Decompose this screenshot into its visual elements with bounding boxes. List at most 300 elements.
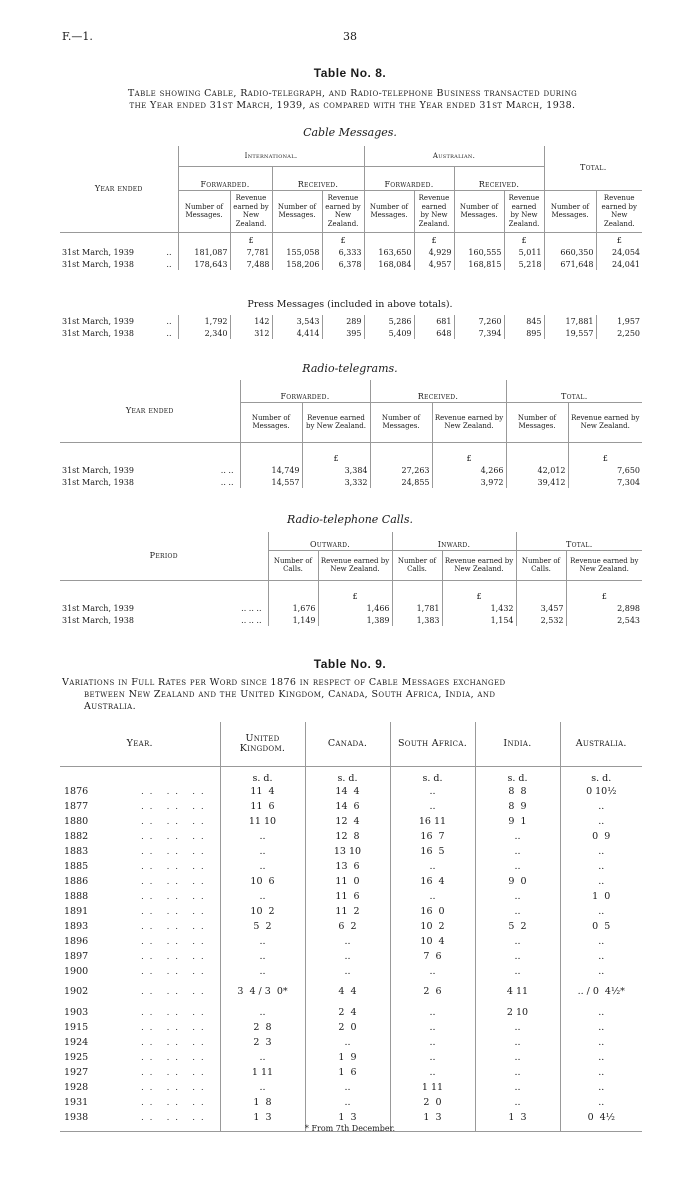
rate-cell: .. (560, 934, 642, 949)
canada-header: Canada. (305, 722, 390, 766)
row-leader-dots: .. .. .. (141, 1052, 210, 1062)
pound-sign: £ (318, 580, 392, 602)
rate-row (60, 1065, 642, 1080)
year-text: 1883 (64, 845, 89, 857)
row-leader-dots: .. .. .. (141, 801, 210, 811)
rate-cell: 5 2 (475, 919, 560, 934)
data-cell: 155,058 (272, 246, 322, 258)
data-cell: 2,543 (566, 614, 642, 626)
units-label: s. d. (305, 766, 390, 784)
table9-caption-line2: between New Zealand and the United Kingdom, Canada, South Africa, India, and (84, 689, 496, 700)
rate-row (60, 859, 642, 874)
table9-caption-line1: Variations in Full Rates per Word since 1876 in respect of Cable Messages exchanged (62, 677, 506, 688)
rate-cell: .. (390, 1065, 475, 1080)
rate-cell: .. (560, 949, 642, 964)
year-text: 1903 (64, 1006, 89, 1018)
data-cell: 4,266 (432, 464, 506, 476)
rate-cell: 14 6 (305, 799, 390, 814)
rate-cell: 7 6 (390, 949, 475, 964)
international-header: International. (178, 146, 364, 166)
rate-cell: .. (475, 829, 560, 844)
row-label (60, 315, 178, 327)
data-cell: 1,676 (268, 602, 318, 614)
data-cell: 7,650 (568, 464, 642, 476)
rate-row (60, 904, 642, 919)
data-cell: 1,792 (178, 315, 230, 327)
year-text: 1882 (64, 830, 89, 842)
australia-header: Australia. (560, 722, 642, 766)
table-row (60, 327, 642, 339)
row-leader-dots: .. (166, 329, 172, 338)
rate-cell: .. (305, 1035, 390, 1050)
rate-cell: .. (475, 949, 560, 964)
data-cell: 3,457 (516, 602, 566, 614)
india-header: India. (475, 722, 560, 766)
year-text: 1876 (64, 785, 89, 797)
rate-row (60, 949, 642, 964)
row-leader-dots: .. .. (220, 478, 234, 487)
data-cell: 1,432 (442, 602, 516, 614)
row-leader-dots: .. .. .. (141, 936, 210, 946)
rate-cell: .. (220, 964, 305, 979)
row-leader-dots: .. (166, 317, 172, 326)
col-num-msgs: Number of Messages. (544, 190, 596, 232)
pound-sign: £ (230, 232, 272, 246)
pound-sign: £ (568, 442, 642, 464)
col-rev: Revenue earned by New Zealand. (302, 402, 370, 442)
rate-cell: .. (475, 859, 560, 874)
data-cell: 289 (322, 315, 364, 327)
radio-rows (60, 464, 642, 488)
rate-cell: .. (560, 1035, 642, 1050)
rate-row (60, 814, 642, 829)
row-leader-dots: .. (166, 248, 172, 257)
cable-rows (60, 246, 642, 270)
rate-cell: 10 2 (390, 919, 475, 934)
press-table (60, 315, 642, 339)
rate-row (60, 829, 642, 844)
year-cell (60, 874, 220, 889)
outward-header: Outward. (268, 532, 392, 550)
rates-table (60, 722, 642, 1132)
row-leader-dots: .. .. .. (141, 921, 210, 931)
data-cell: 3,384 (302, 464, 370, 476)
year-cell (60, 979, 220, 1005)
inward-header: Inward. (392, 532, 516, 550)
rate-cell: 12 4 (305, 814, 390, 829)
rate-cell: 0 4½ (560, 1110, 642, 1125)
data-cell: 142 (230, 315, 272, 327)
year-text: 1931 (64, 1096, 89, 1108)
year-ended-header: Year ended (94, 183, 143, 193)
rate-cell: .. (475, 1095, 560, 1110)
table-row (60, 476, 642, 488)
col-num-calls: Number of Calls. (392, 550, 442, 580)
data-cell: 660,350 (544, 246, 596, 258)
rate-cell: 2 0 (390, 1095, 475, 1110)
year-cell (60, 949, 220, 964)
rate-cell: .. (475, 1050, 560, 1065)
row-leader-dots: .. .. .. (141, 1007, 210, 1017)
data-cell: 24,054 (596, 246, 642, 258)
data-cell: 4,929 (414, 246, 454, 258)
phone-rows (60, 602, 642, 626)
rate-cell: 11 2 (305, 904, 390, 919)
rate-cell: .. (475, 964, 560, 979)
year-text: 1893 (64, 920, 89, 932)
data-cell: 168,084 (364, 258, 414, 270)
year-cell (60, 904, 220, 919)
row-leader-dots: .. .. .. (141, 906, 210, 916)
table8-caption-line1: Table showing Cable, Radio-telegraph, and Radio-telephone Business transacted during (127, 88, 578, 99)
year-cell (60, 1110, 220, 1125)
year-text: 1880 (64, 815, 89, 827)
data-cell: 5,409 (364, 327, 414, 339)
pound-sign: £ (414, 232, 454, 246)
year-text: 1888 (64, 890, 89, 902)
row-leader-dots: .. .. .. (141, 1082, 210, 1092)
data-cell: 39,412 (506, 476, 568, 488)
data-cell: 160,555 (454, 246, 504, 258)
rate-row (60, 1050, 642, 1065)
col-rev: Revenue earned by New Zealand. (568, 402, 642, 442)
row-leader-dots: .. .. (220, 466, 234, 475)
rate-cell: .. (305, 934, 390, 949)
year-text: 1938 (64, 1111, 89, 1123)
rate-cell: 16 11 (390, 814, 475, 829)
rate-cell: .. (220, 1080, 305, 1095)
phone-total-header: Total. (516, 532, 642, 550)
row-leader-dots: .. .. .. (141, 891, 210, 901)
data-cell: 6,378 (322, 258, 364, 270)
data-cell: 5,286 (364, 315, 414, 327)
row-label (60, 476, 240, 488)
pound-sign: £ (566, 580, 642, 602)
data-cell: 648 (414, 327, 454, 339)
rate-cell: .. (305, 949, 390, 964)
press-rows (60, 315, 642, 339)
data-cell: 3,543 (272, 315, 322, 327)
row-leader-dots: .. .. .. (141, 1097, 210, 1107)
data-cell: 681 (414, 315, 454, 327)
row-label-text: 31st March, 1939 (62, 466, 134, 475)
rate-row (60, 964, 642, 979)
table-row (60, 246, 642, 258)
rate-cell: .. (220, 889, 305, 904)
col-rev: Revenue earned by New Zealand. (442, 550, 516, 580)
intl-received-header: Received. (272, 166, 364, 190)
year-cell (60, 1050, 220, 1065)
rate-cell: .. (390, 784, 475, 799)
row-leader-dots: .. .. .. (141, 786, 210, 796)
rate-cell: .. (560, 874, 642, 889)
rate-row (60, 1110, 642, 1125)
year-text: 1900 (64, 965, 89, 977)
col-rev: Revenue earned by New Zealand. (230, 190, 272, 232)
row-leader-dots: .. .. .. (241, 616, 262, 625)
row-leader-dots: .. (166, 260, 172, 269)
rate-cell: 2 8 (220, 1020, 305, 1035)
table-row (60, 258, 642, 270)
year-text: 1925 (64, 1051, 89, 1063)
col-num: Number of Messages. (240, 402, 302, 442)
data-cell: 671,648 (544, 258, 596, 270)
radio-year-ended-header: Year ended (125, 405, 174, 415)
year-text: 1915 (64, 1021, 89, 1033)
data-cell: 14,749 (240, 464, 302, 476)
pound-sign: £ (596, 232, 642, 246)
rate-cell: 9 1 (475, 814, 560, 829)
rate-cell: 16 4 (390, 874, 475, 889)
south-africa-header: South Africa. (390, 722, 475, 766)
col-num-msgs: Number of Messages. (364, 190, 414, 232)
row-label-text: 31st March, 1938 (62, 260, 134, 269)
rate-cell: 1 0 (560, 889, 642, 904)
rate-cell: .. (560, 964, 642, 979)
data-cell: 178,643 (178, 258, 230, 270)
rate-cell: 11 6 (220, 799, 305, 814)
row-leader-dots: .. .. .. (141, 951, 210, 961)
units-label: s. d. (560, 766, 642, 784)
year-text: 1886 (64, 875, 89, 887)
row-label (60, 464, 240, 476)
intl-forwarded-header: Forwarded. (178, 166, 272, 190)
rate-cell: .. (560, 904, 642, 919)
year-cell (60, 889, 220, 904)
year-text: 1902 (64, 986, 89, 997)
rate-cell: 1 11 (220, 1065, 305, 1080)
rate-cell: .. (390, 964, 475, 979)
rate-cell: .. (560, 1050, 642, 1065)
press-messages-title: Press Messages (included in above totals). (247, 299, 453, 310)
rate-row (60, 799, 642, 814)
rate-cell: .. (475, 844, 560, 859)
rate-cell: 1 11 (390, 1080, 475, 1095)
year-cell (60, 1095, 220, 1110)
data-cell: 1,957 (596, 315, 642, 327)
data-cell: 395 (322, 327, 364, 339)
rate-cell: 10 6 (220, 874, 305, 889)
year-cell (60, 844, 220, 859)
rate-cell: .. (305, 1095, 390, 1110)
rate-cell: .. (475, 1035, 560, 1050)
rate-cell: 10 4 (390, 934, 475, 949)
data-cell: 27,263 (370, 464, 432, 476)
data-cell: 7,260 (454, 315, 504, 327)
rate-cell: .. (560, 1005, 642, 1020)
rate-cell: .. (560, 1080, 642, 1095)
rate-cell: 2 10 (475, 1005, 560, 1020)
rate-row (60, 874, 642, 889)
rate-cell: .. (475, 904, 560, 919)
data-cell: 7,488 (230, 258, 272, 270)
year-cell (60, 1005, 220, 1020)
phone-subtitle: Radio-telephone Calls. (287, 513, 413, 526)
rate-cell: .. (560, 814, 642, 829)
rate-cell: 1 6 (305, 1065, 390, 1080)
row-label-text: 31st March, 1938 (62, 478, 134, 487)
row-leader-dots: .. .. .. (141, 1112, 210, 1122)
data-cell: 7,781 (230, 246, 272, 258)
year-cell (60, 1080, 220, 1095)
rate-cell: 1 3 (305, 1110, 390, 1125)
rate-cell: .. (390, 1005, 475, 1020)
col-rev: Revenue earned by New Zealand. (414, 190, 454, 232)
rate-cell: .. (390, 1020, 475, 1035)
year-cell (60, 859, 220, 874)
data-cell: 1,383 (392, 614, 442, 626)
row-leader-dots: .. .. .. (141, 1037, 210, 1047)
row-leader-dots: .. .. .. (141, 987, 210, 996)
year-text: 1924 (64, 1036, 89, 1048)
year-cell (60, 919, 220, 934)
col-num-msgs: Number of Messages. (178, 190, 230, 232)
rate-cell: 13 6 (305, 859, 390, 874)
data-cell: 168,815 (454, 258, 504, 270)
data-cell: 19,557 (544, 327, 596, 339)
data-cell: 4,957 (414, 258, 454, 270)
year-cell (60, 814, 220, 829)
rate-row (60, 1005, 642, 1020)
row-leader-dots: .. .. .. (141, 876, 210, 886)
rate-cell: .. (475, 1020, 560, 1035)
rate-cell: .. (560, 1020, 642, 1035)
data-cell: 2,898 (566, 602, 642, 614)
row-label-text: 31st March, 1939 (62, 317, 134, 326)
rate-row (60, 784, 642, 799)
data-cell: 6,333 (322, 246, 364, 258)
col-rev: Revenue earned by New Zealand. (318, 550, 392, 580)
table8-title: Table No. 8. (313, 66, 387, 80)
rate-cell: .. (220, 934, 305, 949)
col-rev: Revenue earned by New Zealand. (504, 190, 544, 232)
data-cell: 5,218 (504, 258, 544, 270)
rate-cell: 14 4 (305, 784, 390, 799)
rates-rows (60, 784, 642, 1125)
data-cell: 17,881 (544, 315, 596, 327)
rate-cell: .. (475, 889, 560, 904)
row-label-text: 31st March, 1938 (62, 329, 134, 338)
footnote: * From 7th December. (304, 1124, 396, 1133)
rate-cell: .. (560, 1095, 642, 1110)
table9-caption-line3: Australia. (84, 701, 137, 712)
page-header (62, 30, 638, 46)
row-label (60, 246, 178, 258)
rate-cell: .. (390, 799, 475, 814)
rate-cell: .. (220, 829, 305, 844)
data-cell: 42,012 (506, 464, 568, 476)
row-label (60, 614, 268, 626)
rate-cell: .. (560, 799, 642, 814)
rate-cell: 4 4 (305, 979, 390, 1005)
radio-subtitle: Radio-telegrams. (302, 362, 398, 375)
uk-header: United Kingdom. (220, 722, 305, 766)
table9-caption (62, 677, 645, 713)
rate-cell: 13 10 (305, 844, 390, 859)
rate-cell: .. (390, 1050, 475, 1065)
rate-cell: .. (390, 1035, 475, 1050)
year-cell (60, 799, 220, 814)
pound-sign: £ (504, 232, 544, 246)
units-label: s. d. (475, 766, 560, 784)
year-cell (60, 1065, 220, 1080)
rate-cell: .. (220, 1005, 305, 1020)
page-number: 38 (343, 30, 357, 43)
data-cell: 4,414 (272, 327, 322, 339)
rate-cell: .. (560, 859, 642, 874)
australian-header: Australian. (364, 146, 544, 166)
aus-received-header: Received. (454, 166, 544, 190)
rate-cell: 4 11 (475, 979, 560, 1005)
rate-cell: 2 4 (305, 1005, 390, 1020)
table9-title: Table No. 9. (313, 657, 387, 671)
rate-cell: 11 6 (305, 889, 390, 904)
data-cell: 7,304 (568, 476, 642, 488)
year-header: Year. (60, 722, 220, 766)
table-row (60, 464, 642, 476)
data-cell: 158,206 (272, 258, 322, 270)
data-cell: 181,087 (178, 246, 230, 258)
year-cell (60, 1020, 220, 1035)
units-label: s. d. (390, 766, 475, 784)
row-label (60, 327, 178, 339)
data-cell: 5,011 (504, 246, 544, 258)
rate-cell: .. (390, 889, 475, 904)
data-cell: 1,466 (318, 602, 392, 614)
row-leader-dots: .. .. .. (141, 861, 210, 871)
radio-received-header: Received. (370, 380, 506, 402)
row-label-text: 31st March, 1939 (62, 248, 134, 257)
col-num-msgs: Number of Messages. (272, 190, 322, 232)
rate-cell: .. (305, 1080, 390, 1095)
table-row (60, 315, 642, 327)
rate-cell: 1 9 (305, 1050, 390, 1065)
data-cell: 3,332 (302, 476, 370, 488)
data-cell: 24,041 (596, 258, 642, 270)
rate-row (60, 844, 642, 859)
rate-cell: 0 5 (560, 919, 642, 934)
rate-cell: .. (220, 1050, 305, 1065)
data-cell: 1,389 (318, 614, 392, 626)
rate-cell: 1 3 (475, 1110, 560, 1125)
row-leader-dots: .. .. .. (141, 831, 210, 841)
col-rev: Revenue earned by New Zealand. (566, 550, 642, 580)
col-num-calls: Number of Calls. (516, 550, 566, 580)
row-leader-dots: .. .. .. (141, 1022, 210, 1032)
rate-cell: .. (220, 844, 305, 859)
rate-row (60, 1095, 642, 1110)
data-cell: 312 (230, 327, 272, 339)
data-cell: 895 (504, 327, 544, 339)
rate-cell: 11 4 (220, 784, 305, 799)
rate-cell: 5 2 (220, 919, 305, 934)
rate-cell: .. (560, 1065, 642, 1080)
rate-row (60, 919, 642, 934)
rate-row (60, 979, 642, 1005)
table-row (60, 602, 642, 614)
year-cell (60, 784, 220, 799)
row-label-text: 31st March, 1939 (62, 604, 134, 613)
rate-cell: 0 9 (560, 829, 642, 844)
rate-cell: 1 8 (220, 1095, 305, 1110)
row-leader-dots: .. .. .. (241, 604, 262, 613)
rate-row (60, 1020, 642, 1035)
rate-cell: .. / 0 4½* (560, 979, 642, 1005)
row-label (60, 602, 268, 614)
data-cell: 2,250 (596, 327, 642, 339)
rate-cell: 6 2 (305, 919, 390, 934)
year-text: 1897 (64, 950, 89, 962)
